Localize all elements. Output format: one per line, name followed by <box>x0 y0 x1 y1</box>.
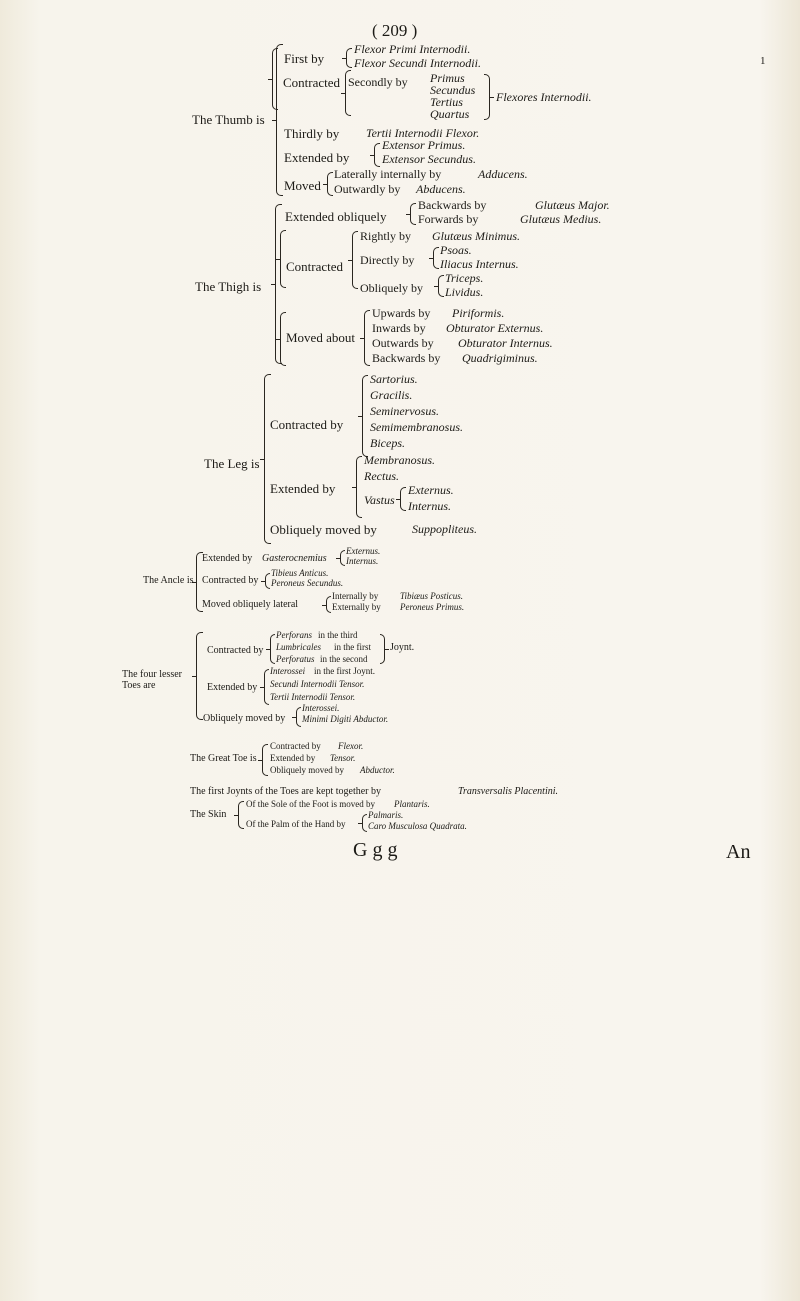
muscle-name: Glutæus Major. <box>535 198 610 212</box>
label: Extended obliquely <box>285 209 387 224</box>
label: Extended by <box>270 481 336 496</box>
muscle-name: Interossei <box>270 666 306 676</box>
muscle-name: Semimembranosus. <box>370 420 463 434</box>
brace <box>264 669 269 705</box>
label: Joynt. <box>390 642 415 653</box>
muscle-name: Membranosus. <box>364 453 435 467</box>
label: Secondly by <box>348 75 408 89</box>
leg-brace <box>264 374 271 544</box>
muscle-name: Obturator Internus. <box>458 336 553 350</box>
label: Extended by <box>284 150 350 165</box>
label: Contracted by <box>202 575 259 586</box>
label: in the first <box>334 642 371 652</box>
label: Internally by <box>332 591 379 601</box>
group-name: Flexores Internodii. <box>496 90 592 104</box>
muscle-name: Vastus <box>364 493 395 507</box>
muscle-name: Quadrigiminus. <box>462 351 538 365</box>
muscle-name: Seminervosus. <box>370 404 439 418</box>
label: Outwardly by <box>334 182 401 196</box>
label: Extended by <box>202 553 253 564</box>
brace <box>400 487 406 511</box>
brace <box>340 550 345 566</box>
muscle-name: Internus. <box>408 499 451 513</box>
label: in the second <box>320 654 368 664</box>
label: First by <box>284 51 325 66</box>
muscle-name: Glutæus Medius. <box>520 212 602 226</box>
label: Moved obliquely lateral <box>202 599 299 610</box>
muscle-name: Tertii Internodii Flexor. <box>366 126 480 140</box>
muscle-name: Perforans <box>276 630 312 640</box>
muscle-name: Gasterocnemius <box>262 553 327 564</box>
toes-subject: The four lesser <box>122 669 182 680</box>
brace <box>433 247 439 269</box>
label: Outwards by <box>372 336 434 350</box>
muscle-name: Primus <box>430 71 465 85</box>
muscle-name: Flexor. <box>338 741 364 751</box>
muscle-name: Tibiæus Posticus. <box>400 591 464 601</box>
muscle-name: Iliacus Internus. <box>440 257 519 271</box>
brace <box>346 48 352 68</box>
great-toe-brace <box>262 744 268 776</box>
brace <box>265 573 270 589</box>
ancle-subject: The Ancle is <box>143 575 194 586</box>
muscle-name: Externus. <box>408 483 454 497</box>
leg-subject: The Leg is <box>204 456 260 471</box>
muscle-name: Sartorius. <box>370 372 418 386</box>
label: Extended by <box>270 753 316 763</box>
catchword: An <box>726 841 751 863</box>
label: Rightly by <box>360 229 412 243</box>
muscle-name: Glutæus Minimus. <box>432 229 521 243</box>
label: Contracted by <box>270 417 344 432</box>
muscle-name: Suppopliteus. <box>412 522 477 536</box>
muscle-name: Quartus <box>430 107 470 121</box>
label: Obliquely moved by <box>203 713 286 724</box>
muscle-name: Adducens. <box>478 167 528 181</box>
label: Externally by <box>332 602 381 612</box>
muscle-name: Abductor. <box>360 765 395 775</box>
brace <box>410 203 416 225</box>
muscle-name: Tertius <box>430 95 463 109</box>
label: Laterally internally by <box>334 167 442 181</box>
muscle-name: Psoas. <box>440 243 472 257</box>
muscle-name: Extensor Secundus. <box>382 152 476 166</box>
muscle-name: Abducens. <box>416 182 466 196</box>
muscle-name: Secundi Internodii Tensor. <box>270 679 365 689</box>
muscle-name: Palmaris. <box>368 810 404 820</box>
label: Backwards by <box>418 198 487 212</box>
label: Obliquely by <box>360 281 423 295</box>
label: Inwards by <box>372 321 426 335</box>
muscle-name: Minimi Digiti Abductor. <box>302 714 389 724</box>
brace <box>356 456 362 518</box>
label: The first Joynts of the Toes are kept together by <box>190 786 382 797</box>
muscle-name: Gracilis. <box>370 388 413 402</box>
muscle-name: Rectus. <box>364 469 399 483</box>
muscle-name: Peroneus Primus. <box>400 602 465 612</box>
brace <box>362 814 367 832</box>
label: Upwards by <box>372 306 431 320</box>
muscle-name: Obturator Externus. <box>446 321 544 335</box>
muscle-name: Internus. <box>346 556 379 566</box>
label: Of the Palm of the Hand by <box>246 819 346 829</box>
margin-mark: 1 <box>760 55 766 67</box>
label: in the first Joynt. <box>314 666 375 676</box>
label: Contracted by <box>207 645 264 656</box>
muscle-name: Tertii Internodii Tensor. <box>270 692 356 702</box>
label: Contracted <box>283 75 341 90</box>
great-toe-subject: The Great Toe is <box>190 753 257 764</box>
brace <box>438 275 444 297</box>
label: Obliquely moved by <box>270 522 377 537</box>
muscle-name: Externus. <box>346 546 381 556</box>
muscle-name: Piriformis. <box>452 306 505 320</box>
muscle-name: Extensor Primus. <box>382 138 466 152</box>
label: Moved about <box>286 330 355 345</box>
muscle-name: Secundus <box>430 83 476 97</box>
printer-signature: G g g <box>353 839 398 861</box>
brace <box>380 634 385 664</box>
brace <box>270 634 275 664</box>
label: Contracted <box>286 259 344 274</box>
label: Contracted by <box>270 741 321 751</box>
brace <box>374 143 380 167</box>
skin-subject: The Skin <box>190 809 227 820</box>
label: Extended by <box>207 682 258 693</box>
toes-subject: Toes are <box>122 680 156 691</box>
muscle-name: Caro Musculosa Quadrata. <box>368 821 467 831</box>
muscle-name: Triceps. <box>445 271 484 285</box>
label: Obliquely moved by <box>270 765 344 775</box>
label: Backwards by <box>372 351 441 365</box>
label: Of the Sole of the Foot is moved by <box>246 799 375 809</box>
brace <box>326 596 331 613</box>
label: in the third <box>318 630 358 640</box>
muscle-name: Biceps. <box>370 436 405 450</box>
brace <box>364 310 370 366</box>
muscle-name: Tibieus Anticus. <box>271 568 329 578</box>
muscle-name: Tensor. <box>330 753 356 763</box>
brace <box>484 74 490 120</box>
muscle-name: Lumbricales <box>276 642 321 652</box>
label: Moved <box>284 178 321 193</box>
skin-brace <box>238 801 244 829</box>
label: Thirdly by <box>284 126 340 141</box>
muscle-name: Perforatus <box>276 654 315 664</box>
label: Directly by <box>360 253 415 267</box>
thigh-subject: The Thigh is <box>195 279 262 294</box>
muscle-name: Interossei. <box>302 703 340 713</box>
toes-brace <box>196 632 203 720</box>
muscle-name: Plantaris. <box>394 799 430 809</box>
muscle-name: Lividus. <box>445 285 484 299</box>
label: Forwards by <box>418 212 479 226</box>
brace <box>272 48 278 110</box>
brace <box>327 172 333 196</box>
muscle-name: Peroneus Secundus. <box>271 578 344 588</box>
muscle-name: Flexor Secundi Internodii. <box>354 56 481 70</box>
brace <box>362 375 368 457</box>
muscle-name: Transversalis Placentini. <box>458 786 558 797</box>
muscle-name: Flexor Primi Internodii. <box>354 42 471 56</box>
thumb-subject: The Thumb is <box>192 112 265 127</box>
brace <box>296 707 301 727</box>
brace <box>352 231 358 289</box>
page-number: ( 209 ) <box>372 21 418 40</box>
